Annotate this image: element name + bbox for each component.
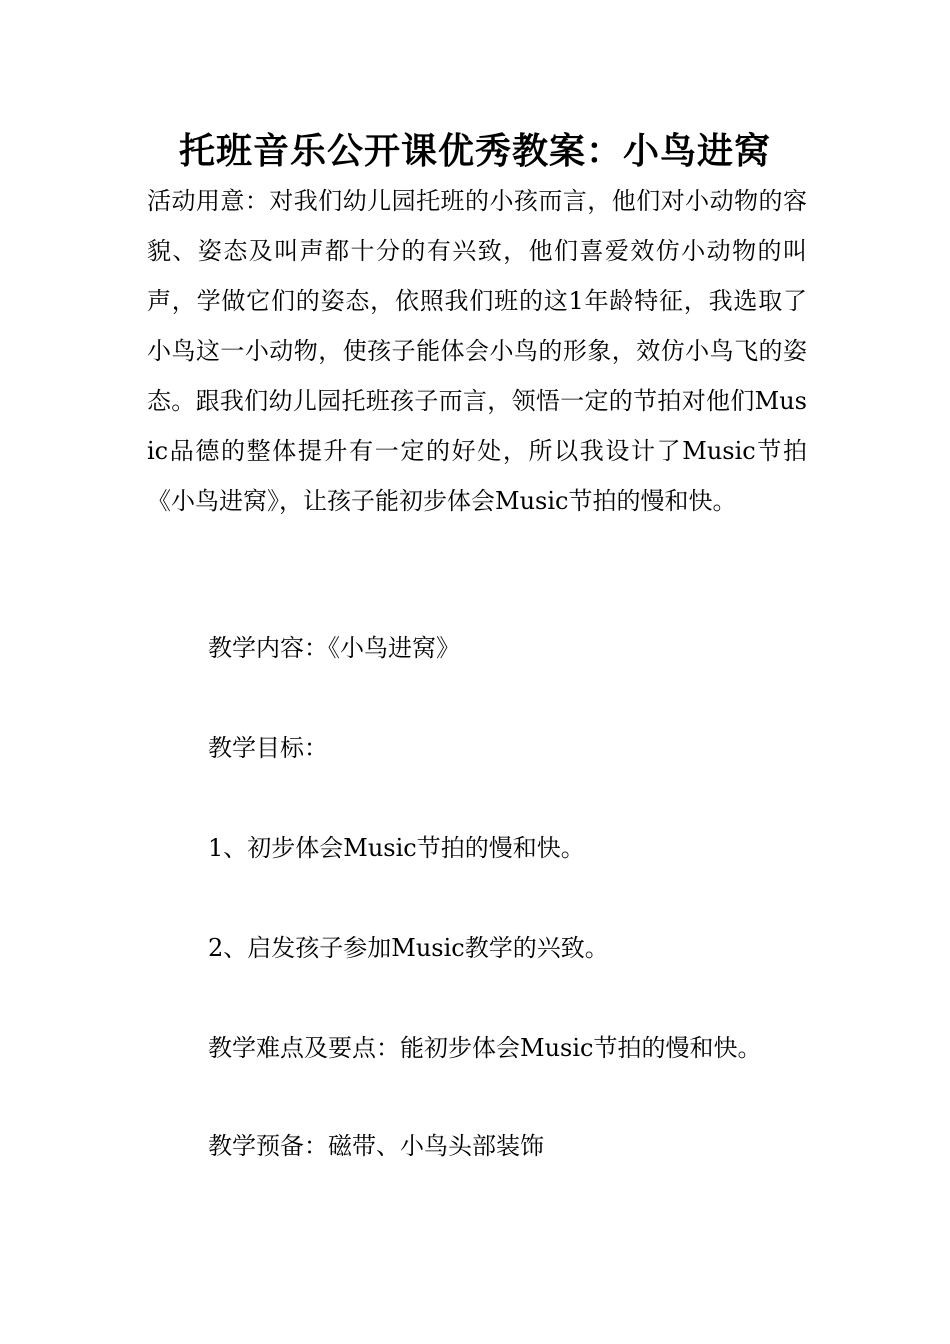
document-title: 托班音乐公开课优秀教案：小鸟进窝: [178, 131, 771, 172]
key-points: 教学难点及要点：能初步体会Music节拍的慢和快。: [208, 1034, 762, 1062]
intro-paragraph: 活动用意：对我们幼儿园托班的小孩而言，他们对小动物的容貌、姿态及叫声都十分的有兴致，他们喜爱效仿小动物的叫声，学做它们的姿态，依照我们班的这1年龄特征，我选取了小鸟这一小动物，使孩子能体会小鸟的形象，效仿小鸟飞的姿态。跟我们幼儿园托班孩子而言，领悟一定的节拍对他们Music品德的整体提升有一定的好处，所以我设计了Music节拍《小鸟进窝》，让孩子能初步体会Music节拍的慢和快。: [147, 187, 807, 515]
teaching-preparation: 教学预备：磁带、小鸟头部装饰: [208, 1132, 544, 1160]
teaching-goal-2: 2、启发孩子参加Music教学的兴致。: [208, 934, 609, 962]
teaching-goal-1: 1、初步体会Music节拍的慢和快。: [208, 834, 585, 862]
teaching-content: 教学内容：《小鸟进窝》: [208, 634, 460, 662]
teaching-goals-heading: 教学目标：: [208, 734, 328, 762]
